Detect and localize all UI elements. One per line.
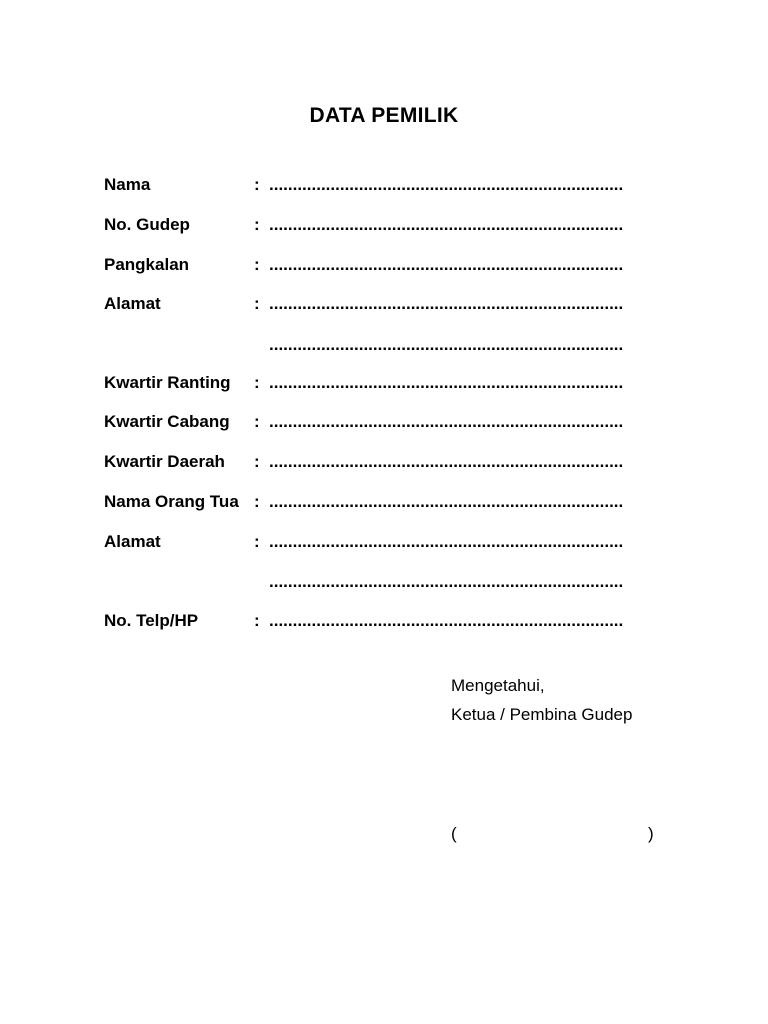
field-dotted-line: ........................................................................... bbox=[269, 175, 624, 194]
field-colon: : bbox=[254, 611, 260, 630]
field-colon: : bbox=[254, 215, 260, 234]
field-colon: : bbox=[254, 492, 260, 511]
field-label: Kwartir Cabang bbox=[104, 412, 230, 431]
field-colon: : bbox=[254, 255, 260, 274]
field-label: Kwartir Ranting bbox=[104, 373, 231, 392]
field-label: No. Gudep bbox=[104, 215, 190, 234]
field-colon: : bbox=[254, 294, 260, 313]
field-colon: : bbox=[254, 373, 260, 392]
field-dotted-line: ........................................................................... bbox=[269, 373, 624, 392]
signature-role-text: Ketua / Pembina Gudep bbox=[451, 705, 633, 724]
field-label: Kwartir Daerah bbox=[104, 452, 225, 471]
field-colon: : bbox=[254, 412, 260, 431]
field-colon: : bbox=[254, 452, 260, 471]
field-dotted-line: ........................................................................... bbox=[269, 572, 624, 591]
field-label: Nama Orang Tua bbox=[104, 492, 239, 511]
field-dotted-line: ........................................................................... bbox=[269, 335, 624, 354]
field-label: Nama bbox=[104, 175, 151, 194]
field-colon: : bbox=[254, 532, 260, 551]
field-label: Pangkalan bbox=[104, 255, 190, 274]
signature-open-paren: ( bbox=[451, 824, 457, 843]
field-dotted-line: ........................................................................... bbox=[269, 611, 624, 630]
field-dotted-line: ........................................................................... bbox=[269, 492, 624, 511]
field-dotted-line: ........................................................................... bbox=[269, 532, 624, 551]
field-dotted-line: ........................................................................... bbox=[269, 215, 624, 234]
field-colon: : bbox=[254, 175, 260, 194]
field-dotted-line: ........................................................................... bbox=[269, 452, 624, 471]
page-title: DATA PEMILIK bbox=[309, 104, 459, 127]
signature-close-paren: ) bbox=[648, 824, 654, 843]
signature-acknowledge-text: Mengetahui, bbox=[451, 676, 545, 695]
field-dotted-line: ........................................................................... bbox=[269, 255, 624, 274]
field-label: Alamat bbox=[104, 294, 161, 313]
field-label: Alamat bbox=[104, 532, 161, 551]
field-label: No. Telp/HP bbox=[104, 611, 199, 630]
field-dotted-line: ........................................................................... bbox=[269, 294, 624, 313]
field-dotted-line: ........................................................................... bbox=[269, 412, 624, 431]
